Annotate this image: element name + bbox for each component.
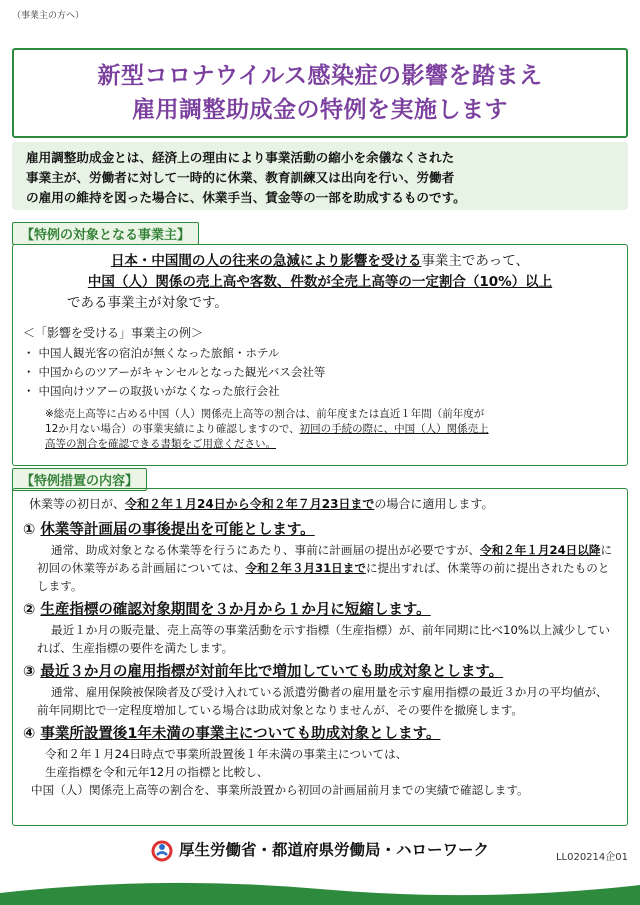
list-item: ・ 中国向けツアーの取扱いがなくなった旅行会社 <box>23 382 617 401</box>
note-line-a: ※総売上高等に占める中国（人）関係売上高等の割合は、前年度または直近１年間（前年度が <box>45 408 485 420</box>
note-underline-1: 初回の手続の際に、中国（人）関係売上 <box>299 423 489 435</box>
target-box <box>12 244 628 466</box>
title-box <box>12 48 628 138</box>
target-main-line-2 <box>23 272 617 293</box>
target-main-line-1 <box>23 251 617 272</box>
section-label-target: 【特例の対象となる事業主】 <box>12 222 199 245</box>
measure-3-body: 通常、雇用保険被保険者及び受け入れている派遣労働者の雇用量を示す雇用指標の最近３か月の平均値が、前年同期比で一定程度増加している場合は助成対象となりませんが、その要件を撤廃します。 <box>37 685 608 717</box>
footer-org-text: 厚生労働省・都道府県労働局・ハローワーク <box>178 841 489 859</box>
footer-org <box>0 838 640 862</box>
note-line-b: 12か月ない場合）の事業実績により確認しますので、初回の手続の際に、中国（人）関係売上 <box>45 423 489 435</box>
target-note <box>23 407 617 452</box>
measure-1-title: 休業等計画届の事後提出を可能とします。 <box>40 522 315 538</box>
measure-3-title: 最近３か月の雇用指標が対前年比で増加していても助成対象とします。 <box>40 664 504 680</box>
measure-4-body-1: 令和２年１月24日時点で事業所設置後１年未満の事業主については、 <box>45 747 408 761</box>
target-main-u2: 中国（人）関係の売上高や客数、件数が全売上高等の一定割合（10%）以上 <box>87 274 553 290</box>
top-note: （事業主の方へ） <box>12 11 85 21</box>
list-item: ・ 中国人観光客の宿泊が無くなった旅館・ホテル <box>23 344 617 363</box>
measure-3-heading: ③ 最近３か月の雇用指標が対前年比で増加していても助成対象とします。 <box>23 664 504 680</box>
measure-2-title: 生産指標の確認対象期間を３か月から１か月に短縮します。 <box>40 602 431 618</box>
measures-intro: 休業等の初日が、令和２年１月24日から令和２年７月23日までの場合に適用します。 <box>29 497 494 511</box>
title-line-1: 新型コロナウイルス感染症の影響を踏まえ <box>97 63 543 89</box>
examples-heading: ＜「影響を受ける」事業主の例＞ <box>23 326 204 340</box>
list-item: ・ 中国からのツアーがキャンセルとなった観光バス会社等 <box>23 363 617 382</box>
measures-box <box>12 488 628 826</box>
intro-line-3: の雇用の維持を図った場合に、休業手当、賃金等の一部を助成するものです。 <box>26 190 466 205</box>
measure-4-title: 事業所設置後1年未満の事業主についても助成対象とします。 <box>40 726 441 742</box>
mhlw-logo-icon <box>151 840 173 862</box>
target-main-line-3: である事業主が対象です。 <box>67 295 228 311</box>
section-label-measures: 【特例措置の内容】 <box>12 468 147 491</box>
measure-1-heading: ① 休業等計画届の事後提出を可能とします。 <box>23 522 315 538</box>
note-line-c <box>45 437 617 452</box>
measure-2-body: 最近１か月の販売量、売上高等の事業活動を示す指標（生産指標）が、前年同期に比べ10%以上減少していれば、生産指標の要件を満たします。 <box>37 623 611 655</box>
measure-2-heading: ② 生産指標の確認対象期間を３か月から１か月に短縮します。 <box>23 602 431 618</box>
intro-date-end: 令和２年７月23日まで <box>249 497 375 511</box>
doc-code: LL020214企01 <box>555 852 628 863</box>
intro-line-1: 雇用調整助成金とは、経済上の理由により事業活動の縮小を余儀なくされた <box>26 150 455 165</box>
intro-box <box>12 142 628 210</box>
intro-line-2: 事業主が、労働者に対して一時的に休業、教育訓練又は出向を行い、労働者 <box>26 170 455 185</box>
measure-4-body-3: 中国（人）関係売上高等の割合を、事業所設置から初回の計画届前月までの実績で確認します。 <box>31 783 529 797</box>
target-main-rest1: 事業主であって、 <box>421 253 530 269</box>
note-underline-2: 高等の割合を確認できる書類をご用意ください。 <box>45 438 276 450</box>
measure-4-body-2: 生産指標を令和元年12月の指標と比較し、 <box>45 765 269 779</box>
examples-list <box>23 344 617 401</box>
measure-1-body: 通常、助成対象となる休業等を行うにあたり、事前に計画届の提出が必要ですが、令和２年１月24日以降に初回の休業等がある計画届については、令和２年３月31日までに提出すれば、休業等の前に提出されたものとします。 <box>37 543 613 593</box>
target-main-u1: 日本・中国間の人の往来の急減により影響を受ける <box>110 253 422 269</box>
bottom-decoration <box>0 871 640 905</box>
intro-date-start: 令和２年１月24日から <box>125 497 250 511</box>
title-line-2: 雇用調整助成金の特例を実施します <box>132 97 508 123</box>
measure-4-heading: ④ 事業所設置後1年未満の事業主についても助成対象とします。 <box>23 726 441 742</box>
